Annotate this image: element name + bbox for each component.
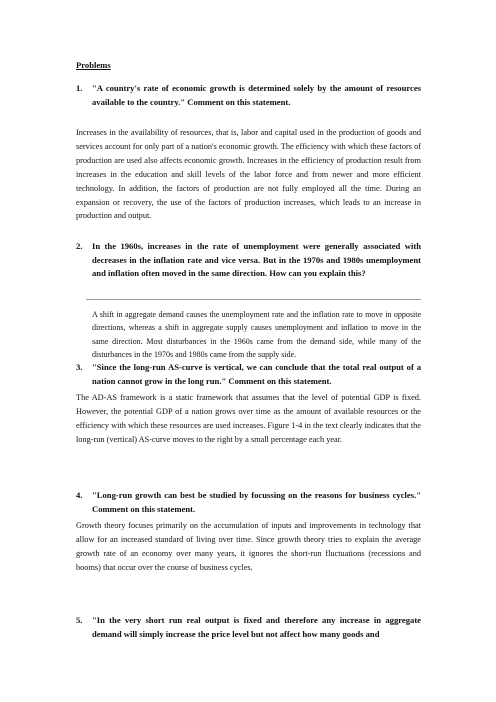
problem-4-question-text: "Long-run growth can best be studied by focussing on the reasons for business cycles." Comment on this statement. — [92, 490, 421, 514]
problem-2-number: 2. — [76, 241, 83, 251]
problem-4-answer: Growth theory focuses primarily on the accumulation of inputs and improvements in technology that allow for an increased standard of living over time. Since growth theory tries to explain the average growth rate of an economy over many years, it ignores the short-run fluctuations (recessions and booms) that occur over the course of business cycles. — [76, 521, 421, 572]
problem-5-question-text: "In the very short run real output is fixed and therefore any increase in aggregate demand will simply increase the price level but not affect how many goods and — [92, 615, 421, 639]
section-title: Problems — [76, 60, 111, 70]
problem-5-question — [76, 614, 421, 641]
problem-1-question-text: "A country's rate of economic growth is determined solely by the amount of resources available to the country." Comment on this statement. — [92, 83, 421, 107]
problem-1-question — [76, 82, 421, 109]
problem-5-number: 5. — [76, 615, 83, 625]
problem-2-question-text: In the 1960s, increases in the rate of unemployment were generally associated with decreases in the inflation rate and vice versa. But in the 1970s and 1980s unemployment and inflation often moved in the same direction. How can you explain this? — [92, 241, 421, 279]
divider-line — [86, 299, 421, 300]
problem-4-question — [76, 489, 421, 516]
problem-1-answer: Increases in the availability of resources, that is, labor and capital used in the production of goods and services account for only part of a nation's economic growth. The efficiency with which these factors of production are used also affects economic growth. Increases in the efficiency of production result from increases in the education and skill levels of the labor force and from newer and more efficient technology. In addition, the factors of production are not fully employed all the time. During an expansion or recovery, the use of the factors of production increases, which leads to an increase in production and output. — [76, 128, 421, 221]
problem-2-answer: A shift in aggregate demand causes the unemployment rate and the inflation rate to move in opposite directions, whereas a shift in aggregate supply causes unemployment and inflation to move in the same direction. Most disturbances in the 1960s came from the demand side, while many of the disturbances in the 1970s and 1980s came from the supply side. — [92, 310, 421, 360]
problem-3-answer: The AD-AS framework is a static framework that assumes that the level of potential GDP is fixed. However, the potential GDP of a nation grows over time as the amount of available resources or the efficiency with which these resources are used increases. Figure 1-4 in the text clearly indicates that the long-run (vertical) AS-curve moves to the right by a small percentage each year. — [76, 393, 421, 444]
problem-4-number: 4. — [76, 490, 83, 500]
problem-3-number: 3. — [76, 362, 83, 372]
problem-1-number: 1. — [76, 83, 83, 93]
problem-3-question-text: "Since the long-run AS-curve is vertical, we can conclude that the total real output of a nation cannot grow in the long run." Comment on this statement. — [92, 362, 421, 386]
problem-3-question — [76, 361, 421, 388]
problem-2-question — [76, 240, 421, 281]
